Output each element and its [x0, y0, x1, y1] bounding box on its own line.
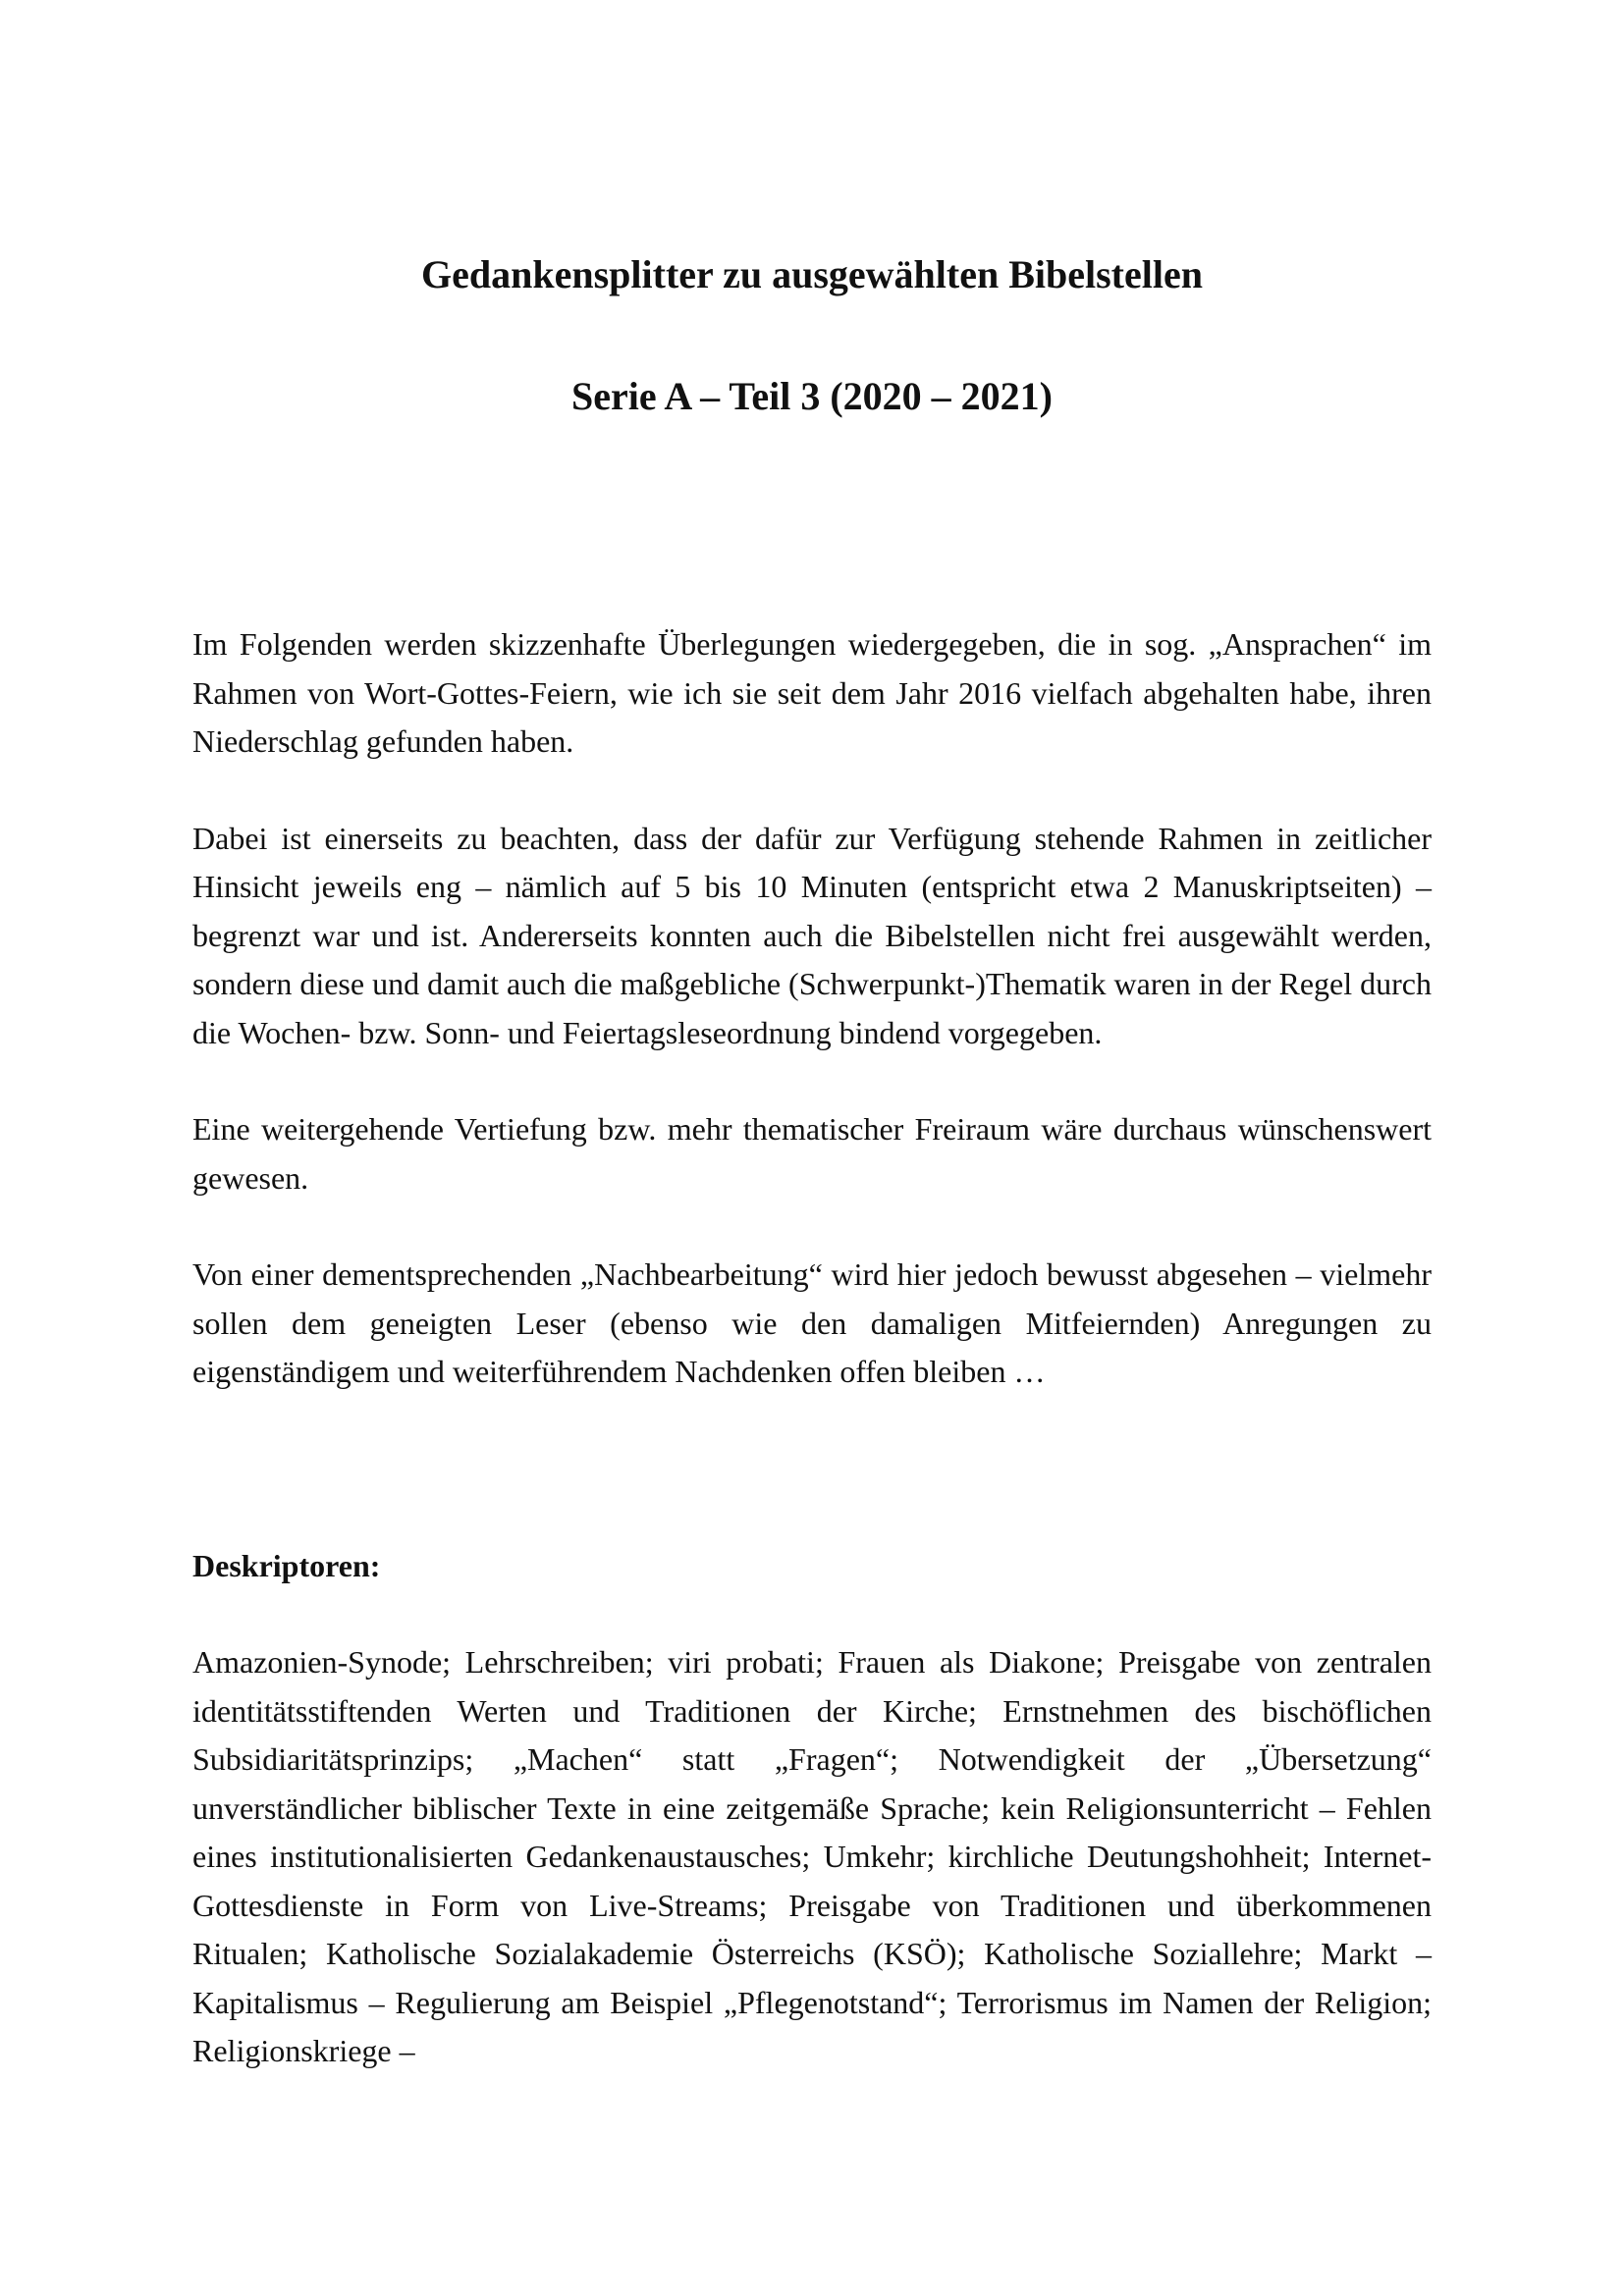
paragraph-deepening: Eine weitergehende Vertiefung bzw. mehr thematischer Freiraum wäre durchaus wünschenswert gewesen.	[192, 1111, 1432, 1196]
paragraph-revision: Von einer dementsprechenden „Nachbearbeitung“ wird hier jedoch bewusst abgesehen – vielmehr sollen dem geneigten Leser (ebenso wie den damaligen Mitfeiernden) Anregungen zu eigenständigem und weiterführendem Nachdenken offen bleiben …	[192, 1256, 1432, 1389]
paragraph-context: Dabei ist einerseits zu beachten, dass der dafür zur Verfügung stehende Rahmen in zeitlicher Hinsicht jeweils eng – nämlich auf 5 bis 10 Minuten (entspricht etwa 2 Manuskriptseiten) – begrenzt war und ist. Andererseits konnten auch die Bibelstellen nicht frei ausgewählt werden, sondern diese und damit auch die maßgebliche (Schwerpunkt-)Thematik waren in der Regel durch die Wochen- bzw. Sonn- und Feiertagsleseordnung bindend vorgegeben.	[192, 820, 1432, 1050]
descriptors-heading: Deskriptoren:	[192, 1547, 381, 1583]
paragraph-intro: Im Folgenden werden skizzenhafte Überlegungen wiedergegeben, die in sog. „Ansprachen“ im Rahmen von Wort-Gottes-Feiern, wie ich sie seit dem Jahr 2016 vielfach abgehalten habe, ihren Niederschlag gefunden haben.	[192, 626, 1432, 759]
document-title: Gedankensplitter zu ausgewählten Bibelstellen	[421, 252, 1203, 296]
document-subtitle: Serie A – Teil 3 (2020 – 2021)	[571, 374, 1053, 418]
document-body	[192, 620, 1432, 2124]
descriptors-text: Amazonien-Synode; Lehrschreiben; viri probati; Frauen als Diakone; Preisgabe von zentralen identitätsstiftenden Werten und Traditionen der Kirche; Ernstnehmen des bischöflichen Subsidiaritätsprinzips; „Machen“ statt „Fragen“; Notwendigkeit der „Übersetzung“ unverständlicher biblischer Texte in eine zeitgemäße Sprache; kein Religionsunterricht – Fehlen eines institutionalisierten Gedankenaustausches; Umkehr; kirchliche Deutungshohheit; Internet-Gottesdienste in Form von Live-Streams; Preisgabe von Traditionen und überkommenen Ritualen; Katholische Sozialakademie Österreichs (KSÖ); Katholische Soziallehre; Markt – Kapitalismus – Regulierung am Beispiel „Pflegenotstand“; Terrorismus im Namen der Religion; Religionskriege –	[192, 1644, 1432, 2068]
section-spacer	[192, 1445, 1432, 1542]
